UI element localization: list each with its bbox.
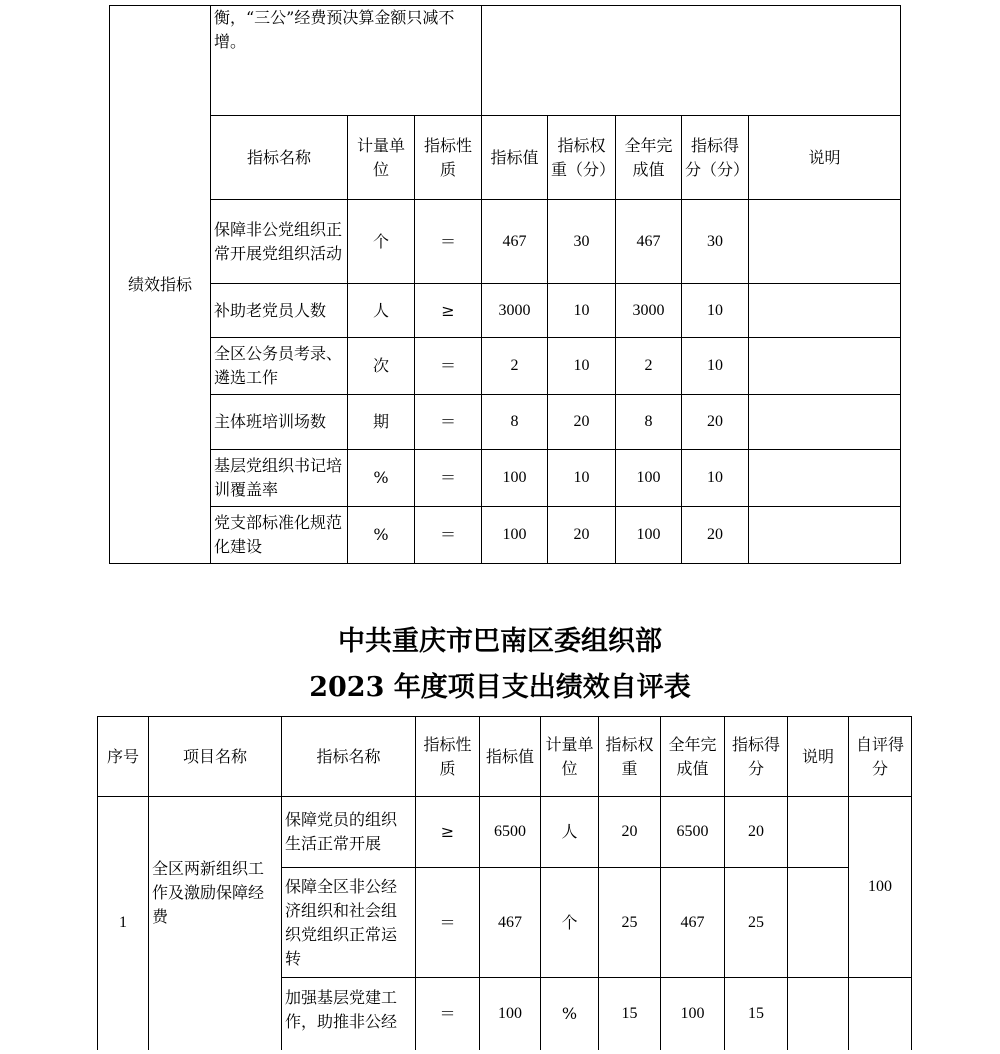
unit-cell: 个 bbox=[348, 200, 415, 284]
top-text-cell bbox=[211, 6, 482, 116]
performance-indicator-table bbox=[109, 5, 901, 564]
value-cell: 3000 bbox=[482, 284, 548, 338]
nature-cell: ＝ bbox=[415, 338, 482, 395]
unit-cell: 个 bbox=[541, 868, 599, 978]
note-cell bbox=[749, 395, 901, 450]
table-row bbox=[110, 395, 901, 450]
header-cell: 全年完成值 bbox=[616, 116, 682, 200]
header-cell: 指标值 bbox=[482, 116, 548, 200]
done-cell: 3000 bbox=[616, 284, 682, 338]
header-cell: 自评得分 bbox=[849, 717, 912, 797]
value-cell: 100 bbox=[482, 507, 548, 564]
value-cell: 100 bbox=[480, 978, 541, 1050]
table-row bbox=[110, 284, 901, 338]
self-score-continuation-cell bbox=[849, 978, 912, 1050]
indicator-name-cell: 基层党组织书记培训覆盖率 bbox=[211, 450, 348, 507]
nature-cell: ＝ bbox=[416, 868, 480, 978]
note-cell bbox=[749, 507, 901, 564]
indicator-name-cell: 补助老党员人数 bbox=[211, 284, 348, 338]
score-cell: 20 bbox=[682, 507, 749, 564]
weight-cell: 20 bbox=[599, 797, 661, 868]
section-label: 绩效指标 bbox=[127, 274, 192, 294]
header-cell: 计量单位 bbox=[541, 717, 599, 797]
weight-cell: 20 bbox=[548, 507, 616, 564]
indicator-name-cell: 保障非公党组织正常开展党组织活动 bbox=[211, 200, 348, 284]
header-cell: 序号 bbox=[98, 717, 149, 797]
unit-cell: % bbox=[541, 978, 599, 1050]
indicator-name-cell: 保障党员的组织生活正常开展 bbox=[282, 797, 416, 868]
project-name: 全区两新组织工作及激励保障经费 bbox=[152, 859, 265, 927]
unit-cell: 人 bbox=[541, 797, 599, 868]
indicator-name-cell: 主体班培训场数 bbox=[211, 395, 348, 450]
header-cell: 说明 bbox=[788, 717, 849, 797]
note-cell bbox=[788, 868, 849, 978]
table-row bbox=[110, 6, 901, 116]
header-cell: 指标性质 bbox=[415, 116, 482, 200]
score-cell: 10 bbox=[682, 338, 749, 395]
self-score-cell: 100 bbox=[849, 797, 912, 978]
nature-cell: ≥ bbox=[415, 284, 482, 338]
project-number-cell: 1 bbox=[98, 797, 149, 1050]
header-row bbox=[110, 116, 901, 200]
header-cell: 全年完成值 bbox=[661, 717, 725, 797]
weight-cell: 25 bbox=[599, 868, 661, 978]
table-row bbox=[110, 338, 901, 395]
nature-cell: ＝ bbox=[416, 978, 480, 1050]
weight-cell: 20 bbox=[548, 395, 616, 450]
value-cell: 100 bbox=[482, 450, 548, 507]
done-cell: 6500 bbox=[661, 797, 725, 868]
value-cell: 8 bbox=[482, 395, 548, 450]
document-title-line2: 2023 年度项目支出绩效自评表 bbox=[309, 672, 691, 703]
top-text: 衡，“三公”经费预决算金额只减不增。 bbox=[214, 8, 455, 51]
header-cell: 指标名称 bbox=[282, 717, 416, 797]
note-cell bbox=[749, 338, 901, 395]
header-cell: 指标性质 bbox=[416, 717, 480, 797]
header-row bbox=[98, 717, 912, 797]
header-cell: 指标权重 bbox=[599, 717, 661, 797]
done-cell: 467 bbox=[661, 868, 725, 978]
score-cell: 20 bbox=[682, 395, 749, 450]
done-cell: 100 bbox=[661, 978, 725, 1050]
header-cell: 指标得分（分） bbox=[682, 116, 749, 200]
score-cell: 25 bbox=[725, 868, 788, 978]
nature-cell: ＝ bbox=[415, 507, 482, 564]
note-cell bbox=[788, 978, 849, 1050]
indicator-name-cell: 党支部标准化规范化建设 bbox=[211, 507, 348, 564]
header-cell: 指标名称 bbox=[211, 116, 348, 200]
value-cell: 6500 bbox=[480, 797, 541, 868]
empty-cell bbox=[482, 6, 901, 116]
score-cell: 10 bbox=[682, 284, 749, 338]
header-cell: 指标值 bbox=[480, 717, 541, 797]
weight-cell: 10 bbox=[548, 338, 616, 395]
done-cell: 100 bbox=[616, 507, 682, 564]
indicator-name-cell: 加强基层党建工作，助推非公经 bbox=[282, 978, 416, 1050]
score-cell: 15 bbox=[725, 978, 788, 1050]
section-label-cell bbox=[110, 6, 211, 564]
note-cell bbox=[749, 284, 901, 338]
note-cell bbox=[788, 797, 849, 868]
header-cell: 指标权重（分） bbox=[548, 116, 616, 200]
project-expenditure-table bbox=[97, 716, 912, 1050]
weight-cell: 10 bbox=[548, 450, 616, 507]
value-cell: 2 bbox=[482, 338, 548, 395]
weight-cell: 30 bbox=[548, 200, 616, 284]
score-cell: 30 bbox=[682, 200, 749, 284]
nature-cell: ＝ bbox=[415, 450, 482, 507]
note-cell bbox=[749, 200, 901, 284]
table-row bbox=[98, 797, 912, 868]
header-cell: 说明 bbox=[749, 116, 901, 200]
table-row bbox=[110, 507, 901, 564]
done-cell: 467 bbox=[616, 200, 682, 284]
header-cell: 计量单位 bbox=[348, 116, 415, 200]
weight-cell: 10 bbox=[548, 284, 616, 338]
project-name-cell bbox=[149, 797, 282, 1050]
done-cell: 100 bbox=[616, 450, 682, 507]
header-cell: 指标得分 bbox=[725, 717, 788, 797]
nature-cell: ＝ bbox=[415, 200, 482, 284]
value-cell: 467 bbox=[480, 868, 541, 978]
unit-cell: 人 bbox=[348, 284, 415, 338]
indicator-name-cell: 保障全区非公经济组织和社会组织党组织正常运转 bbox=[282, 868, 416, 978]
weight-cell: 15 bbox=[599, 978, 661, 1050]
done-cell: 8 bbox=[616, 395, 682, 450]
done-cell: 2 bbox=[616, 338, 682, 395]
header-cell: 项目名称 bbox=[149, 717, 282, 797]
value-cell: 467 bbox=[482, 200, 548, 284]
table-row bbox=[110, 200, 901, 284]
table-row bbox=[110, 450, 901, 507]
nature-cell: ≥ bbox=[416, 797, 480, 868]
unit-cell: % bbox=[348, 450, 415, 507]
document-title-line1: 中共重庆市巴南区委组织部 bbox=[338, 626, 662, 657]
nature-cell: ＝ bbox=[415, 395, 482, 450]
note-cell bbox=[749, 450, 901, 507]
indicator-name-cell: 全区公务员考录、遴选工作 bbox=[211, 338, 348, 395]
score-cell: 10 bbox=[682, 450, 749, 507]
score-cell: 20 bbox=[725, 797, 788, 868]
unit-cell: 次 bbox=[348, 338, 415, 395]
unit-cell: % bbox=[348, 507, 415, 564]
unit-cell: 期 bbox=[348, 395, 415, 450]
